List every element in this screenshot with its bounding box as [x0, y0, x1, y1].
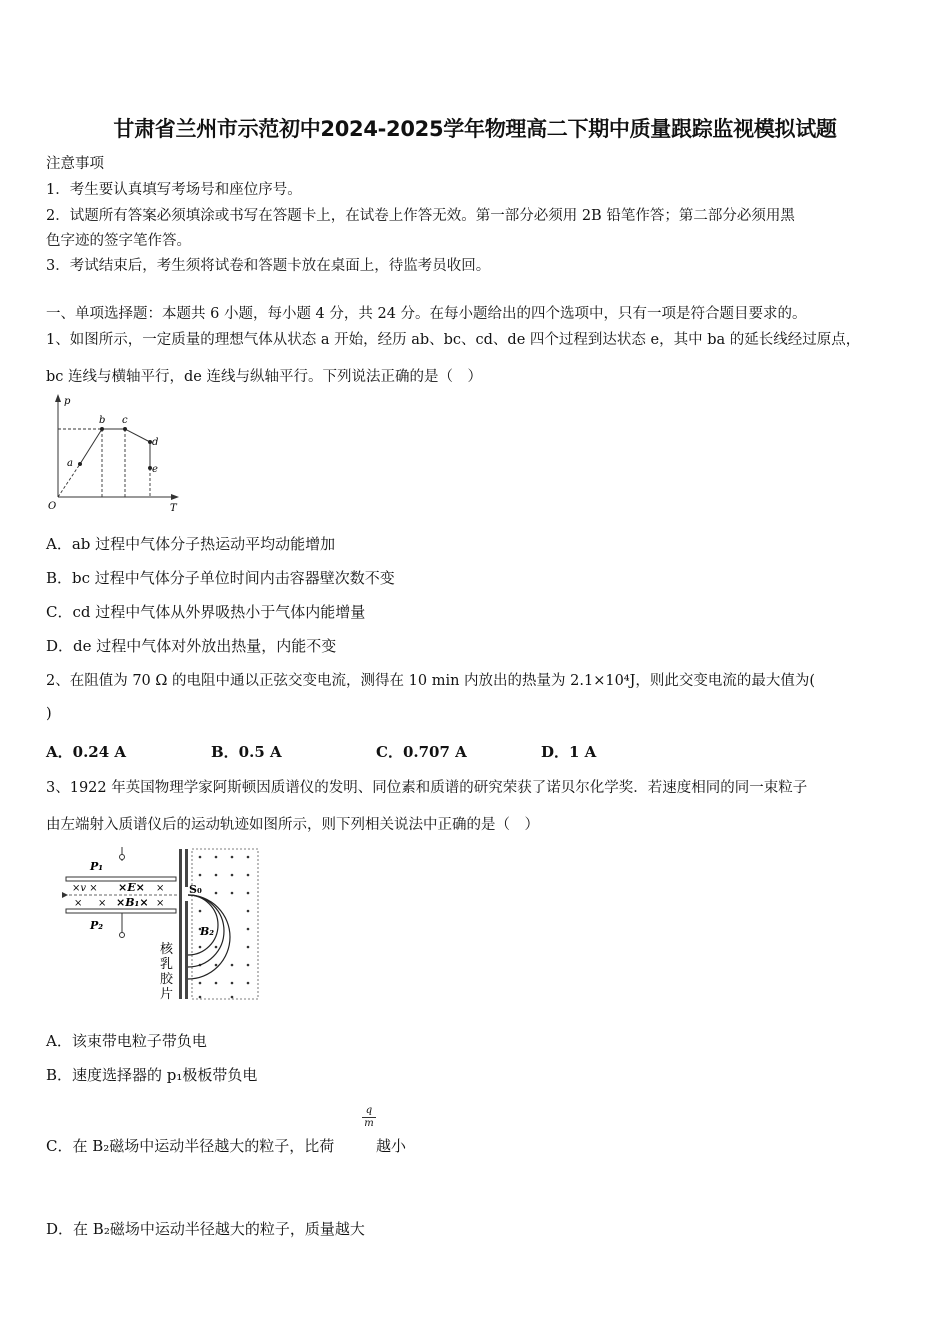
- q3-stem-line2: 由左端射入质谱仪后的运动轨迹如图所示，则下列相关说法中正确的是（ ）: [46, 817, 539, 833]
- film-label-3: 胶: [160, 972, 174, 987]
- cross-mark: ×: [156, 898, 165, 909]
- label-p1: P₁: [90, 860, 104, 873]
- mass-spectrometer-diagram: [60, 845, 265, 1003]
- notes-heading: 注意事项: [46, 156, 104, 172]
- label-v: ×v ×: [72, 883, 98, 894]
- label-b2: B₂: [200, 925, 215, 938]
- slit-top: [185, 849, 188, 887]
- label-e: e: [152, 464, 158, 475]
- film-plate-outer: [179, 849, 182, 999]
- p2-terminal-dot: [120, 933, 125, 938]
- t-axis-arrow: [171, 494, 179, 500]
- q1-option-d: D．de 过程中气体对外放出热量，内能不变: [46, 637, 337, 655]
- label-s0: S₀: [189, 883, 202, 896]
- cross-mark: ×: [98, 898, 107, 909]
- q3-option-b: B．速度选择器的 p₁极板带负电: [46, 1066, 258, 1084]
- p1-terminal-dot: [120, 855, 125, 860]
- charge-mass-ratio: [362, 1105, 376, 1130]
- label-e-field: ×E×: [118, 881, 145, 894]
- q2-stem-line2: ): [46, 706, 52, 722]
- q3-stem-line1: 3、1922 年英国物理学家阿斯顿因质谱仪的发明、同位素和质谱的研究荣获了诺贝尔化学奖．若速度相同的同一束粒子: [46, 780, 808, 796]
- cd-line: [125, 429, 150, 442]
- note-3: 3．考试结束后，考生须将试卷和答题卡放在桌面上，待监考员收回。: [46, 258, 491, 274]
- film-label-2: 乳: [160, 957, 174, 972]
- ab-line: [80, 429, 102, 464]
- q3-option-a: A．该束带电粒子带负电: [46, 1032, 207, 1050]
- film-label-4: 片: [160, 987, 174, 1002]
- label-c: c: [122, 415, 128, 426]
- q1-stem-line2: bc 连线与横轴平行，de 连线与纵轴平行。下列说法正确的是（ ）: [46, 369, 482, 385]
- label-a: a: [67, 458, 73, 469]
- q2-option-d: D．1 A: [541, 743, 597, 761]
- t-label: T: [170, 503, 177, 514]
- plate-p2: [66, 909, 176, 913]
- q2-option-a: A．0.24 A: [46, 743, 127, 761]
- point-a: [78, 462, 82, 466]
- slit-bottom: [185, 901, 188, 999]
- origin-label: O: [48, 501, 57, 512]
- point-b: [100, 427, 104, 431]
- q3-option-d: D．在 B₂磁场中运动半径越大的粒子，质量越大: [46, 1220, 365, 1238]
- point-c: [123, 427, 127, 431]
- beam-arrow: [62, 892, 68, 898]
- film-label-1: 核: [160, 942, 174, 957]
- note-2: 2．试题所有答案必须填涂或书写在答题卡上，在试卷上作答无效。第一部分必须用 2B 铅笔作答；第二部分必须用黑: [46, 208, 795, 224]
- label-d: d: [152, 437, 159, 448]
- q3-option-c-text: C．在 B₂磁场中运动半径越大的粒子，比荷: [46, 1137, 335, 1155]
- q1-stem-line1: 1、如图所示，一定质量的理想气体从状态 a 开始，经历 ab、bc、cd、de 四个过程到达状态 e，其中 ba 的延长线经过原点，: [46, 332, 861, 348]
- q2-option-c: C．0.707 A: [376, 743, 467, 761]
- note-1: 1．考生要认真填写考场号和座位序号。: [46, 182, 302, 198]
- p-label: p: [64, 396, 71, 407]
- q3-option-c-suffix: 越小: [376, 1137, 407, 1155]
- cross-mark: ×: [74, 898, 83, 909]
- fraction-numerator: q: [362, 1105, 376, 1118]
- note-2-cont: 色字迹的签字笔作答。: [46, 233, 191, 249]
- q1-option-a: A．ab 过程中气体分子热运动平均动能增加: [46, 535, 336, 553]
- pt-diagram: [40, 392, 190, 517]
- page-title: 甘肃省兰州市示范初中2024-2025学年物理高二下期中质量跟踪监视模拟试题: [113, 117, 837, 141]
- q2-option-b: B．0.5 A: [211, 743, 282, 761]
- p-axis-arrow: [55, 394, 61, 402]
- cross-mark: ×: [156, 883, 165, 894]
- label-p2: P₂: [90, 919, 104, 932]
- q1-option-b: B．bc 过程中气体分子单位时间内击容器壁次数不变: [46, 569, 395, 587]
- label-b1: ×B₁×: [116, 896, 149, 909]
- q1-option-c: C．cd 过程中气体从外界吸热小于气体内能增量: [46, 603, 366, 621]
- label-b: b: [99, 415, 106, 426]
- section-heading: 一、单项选择题：本题共 6 小题，每小题 4 分，共 24 分。在每小题给出的四个选项中，只有一项是符合题目要求的。: [46, 306, 807, 322]
- q2-stem-line1: 2、在阻值为 70 Ω 的电阻中通以正弦交变电流，测得在 10 min 内放出的热量为 2.1×10⁴J，则此交变电流的最大值为(: [46, 673, 816, 689]
- fraction-denominator: m: [364, 1118, 374, 1129]
